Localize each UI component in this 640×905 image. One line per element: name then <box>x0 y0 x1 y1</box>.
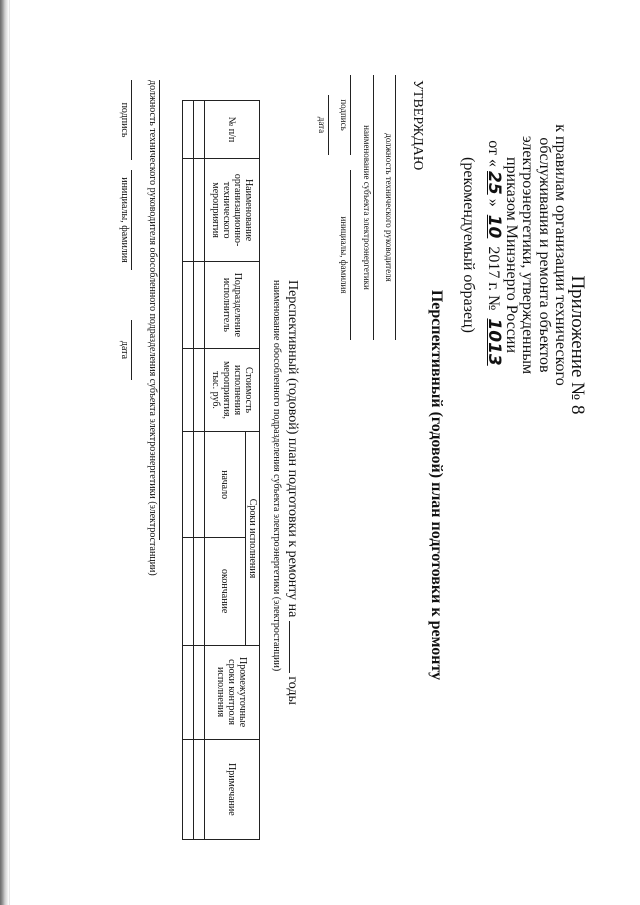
sample-note: (рекомендуемый образец) <box>460 157 477 333</box>
table-cell <box>194 432 205 537</box>
footer-line-position <box>159 80 160 540</box>
approval-heading: УТВЕРЖДАЮ <box>410 80 425 171</box>
header-num: № п/п <box>205 101 260 159</box>
footer-line-date <box>131 320 132 380</box>
footer-date: дата <box>119 340 130 360</box>
footer-position-caption: должность технического руководителя обособленного подразделения субъекта электроэнергетики (электростанции) <box>147 80 158 576</box>
plan-table <box>182 100 260 840</box>
document-title: Перспективный (годовой) план подготовки к ремонту <box>428 289 445 681</box>
table-cell <box>194 645 205 739</box>
table-cell <box>183 432 194 537</box>
table-row <box>183 101 194 840</box>
header-unit: Подразделение исполнитель <box>205 262 260 348</box>
appendix-line-1: к правилам организации технического <box>552 124 569 386</box>
header-end: окончание <box>205 537 246 645</box>
plan-line <box>284 280 300 705</box>
plan-prefix: Перспективный (годовой) план подготовки к ремонту на <box>285 280 300 618</box>
table-cell <box>194 159 205 262</box>
table-cell <box>194 537 205 645</box>
table-cell <box>194 262 205 348</box>
header-name: Наименование организационно-технического мероприятия <box>205 159 260 262</box>
order-day: 25 <box>484 171 505 195</box>
approval-line-signature <box>350 75 351 155</box>
table-cell <box>183 645 194 739</box>
plan-suffix: годы <box>285 676 300 705</box>
approval-caption-position: должность технического руководителя <box>384 133 394 282</box>
table-cell <box>183 262 194 348</box>
appendix-number: Приложение № 8 <box>567 275 588 415</box>
appendix-header <box>485 75 568 435</box>
table-cell <box>183 159 194 262</box>
footer-line-signature <box>131 80 132 160</box>
appendix-line-2: обслуживания и ремонта объектов <box>535 137 553 373</box>
table-cell <box>183 348 194 432</box>
header-terms: Сроки исполнения <box>246 432 260 645</box>
footer-signature: подпись <box>119 102 130 138</box>
order-number: 1013 <box>484 318 505 366</box>
approval-line-entity <box>373 75 374 340</box>
header-control: Промежуточные сроки контроля исполнения <box>205 645 260 739</box>
order-year: 2017 г. № <box>485 242 503 315</box>
table-row <box>194 101 205 840</box>
footer-name: инициалы, фамилия <box>119 177 130 263</box>
footer-line-name <box>131 170 132 270</box>
order-month: 10 <box>484 214 505 239</box>
approval-line-name <box>350 170 351 340</box>
approval-caption-signature: подпись <box>339 99 349 131</box>
plan-caption: наименование обособленного подразделения субъекта электроэнергетики (электростанции) <box>271 280 282 672</box>
header-note: Примечание <box>205 739 260 839</box>
appendix-line-4: приказом Минэнерго России <box>502 156 520 354</box>
table-cell <box>194 739 205 839</box>
order-line <box>484 75 505 435</box>
table-cell <box>183 739 194 839</box>
table-cell <box>194 101 205 159</box>
appendix-line-3: электроэнергетики, утвержденным <box>519 135 537 375</box>
order-mid: » <box>485 198 503 211</box>
approval-caption-entity: наименование субъекта электроэнергетики <box>362 125 372 290</box>
table-cell <box>194 348 205 432</box>
approval-caption-date: дата <box>317 116 327 134</box>
table-cell <box>183 101 194 159</box>
approval-caption-name: инициалы, фамилия <box>339 216 349 294</box>
table-cell <box>183 537 194 645</box>
approval-line-date <box>328 95 329 155</box>
table-header-row <box>246 101 260 840</box>
approval-line-position <box>395 75 396 340</box>
header-start: начало <box>205 432 246 537</box>
order-prefix: от « <box>485 140 503 168</box>
plan-years-blank <box>289 621 290 673</box>
header-cost: Стоимость исполнения мероприятия, тыс. руб. <box>205 348 260 432</box>
